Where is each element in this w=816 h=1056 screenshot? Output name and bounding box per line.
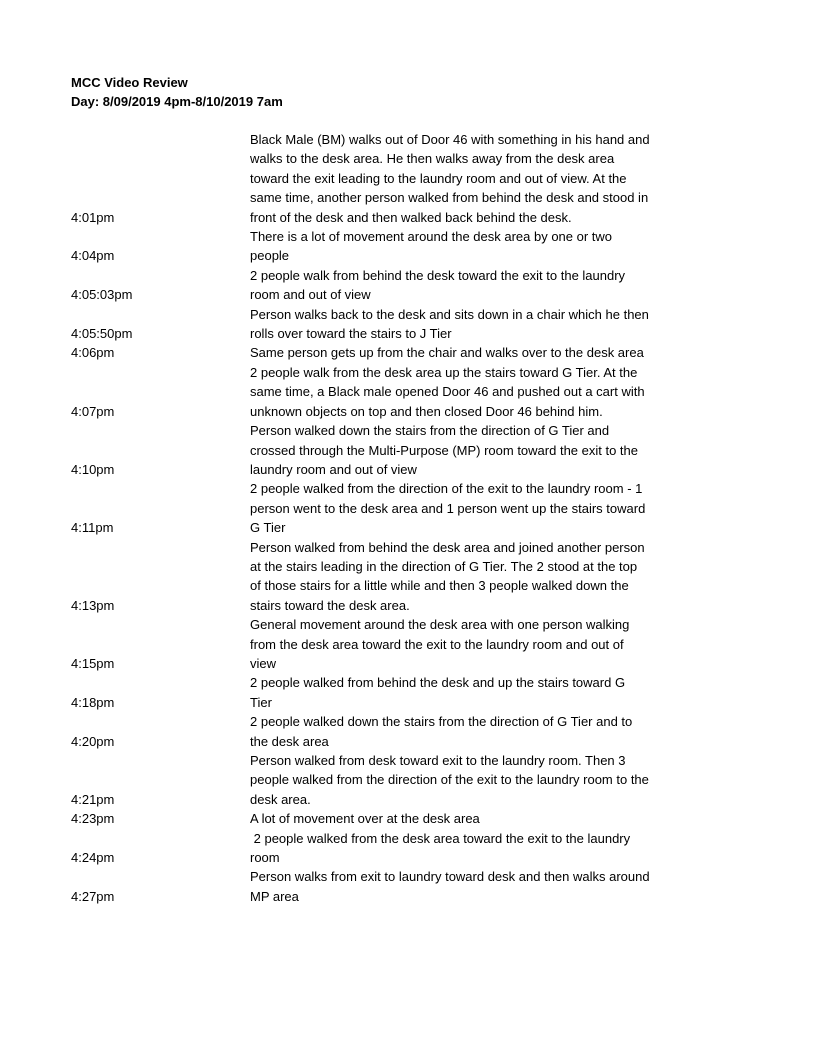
document-title: MCC Video Review	[71, 75, 188, 90]
entry-description: Person walks back to the desk and sits down in a chair which he then rolls over toward the stairs to J Tier	[250, 306, 653, 342]
entry-description: Same person gets up from the chair and walks over to the desk area	[250, 345, 644, 361]
entry-description: General movement around the desk area with one person walking from the desk area toward the exit to the laundry room and out of view	[250, 617, 634, 671]
log-entry	[71, 130, 654, 227]
entry-description: 2 people walk from behind the desk toward the exit to the laundry room and out of view	[250, 267, 629, 303]
log-entry	[71, 421, 651, 479]
entry-time: 4:20pm	[71, 733, 115, 749]
entry-time: 4:15pm	[71, 655, 115, 671]
log-entry	[71, 712, 651, 751]
entry-time: 4:11pm	[71, 520, 114, 536]
log-entry	[71, 363, 651, 421]
entry-description: Person walks from exit to laundry toward desk and then walks around MP area	[250, 869, 654, 904]
entry-description: Person walked down the stairs from the direction of G Tier and crossed through the Multi-Purpose (MP) room toward the exit to the laundry room and out of view	[250, 423, 642, 477]
entry-time: 4:10pm	[71, 461, 115, 477]
entry-description: 2 people walked from behind the desk and up the stairs toward G Tier	[250, 675, 629, 710]
entry-time: 4:07pm	[71, 403, 115, 419]
entry-description: 2 people walked down the stairs from the direction of G Tier and to the desk area	[250, 714, 636, 749]
entry-description: 2 people walk from the desk area up the stairs toward G Tier. At the same time, a Black male opened Door 46 and pushed out a cart with unknown objects on top and then closed Door 46 behind him.	[250, 364, 649, 419]
log-entry	[71, 867, 654, 906]
entry-description: Person walked from desk toward exit to the laundry room. Then 3 people walked from the direction of the exit to the laundry room to the desk area.	[250, 753, 653, 807]
entry-description: A lot of movement over at the desk area	[250, 811, 480, 827]
entry-description: Black Male (BM) walks out of Door 46 with something in his hand and walks to the desk area. He then walks away from the desk area toward the exit leading to the laundry room and out of view. At the same time, another person walked from behind the desk and stood in front of the desk and then walked back behind the desk.	[250, 132, 654, 225]
log-entry	[71, 538, 651, 616]
entry-time: 4:05:03pm	[71, 287, 133, 303]
log-entry	[71, 809, 651, 828]
entry-description: Person walked from behind the desk area and joined another person at the stairs leading in the direction of G Tier. The 2 stood at the top of those stairs for a little while and then 3 people walked down the stairs toward the desk area.	[250, 539, 649, 613]
entry-time: 4:04pm	[71, 248, 115, 264]
log-entry	[71, 266, 651, 305]
entry-time: 4:06pm	[71, 345, 115, 361]
document-header	[71, 73, 283, 112]
entry-time: 4:13pm	[71, 597, 115, 613]
log-entry	[71, 751, 651, 809]
entry-time: 4:27pm	[71, 888, 115, 904]
entry-time: 4:01pm	[71, 209, 115, 225]
entry-time: 4:24pm	[71, 850, 115, 866]
log-entry	[71, 305, 651, 344]
log-entry	[71, 829, 651, 868]
entry-time: 4:05:50pm	[71, 326, 133, 342]
entry-description: There is a lot of movement around the desk area by one or two people	[250, 229, 616, 264]
log-entry	[71, 673, 651, 712]
review-day-range: Day: 8/09/2019 4pm-8/10/2019 7am	[71, 94, 283, 110]
video-review-log	[71, 130, 654, 906]
log-entry	[71, 615, 651, 673]
log-entry	[71, 227, 651, 266]
entry-time: 4:23pm	[71, 811, 115, 827]
entry-time: 4:18pm	[71, 694, 115, 710]
entry-description: 2 people walked from the desk area toward the exit to the laundry room	[250, 830, 634, 866]
log-entry	[71, 343, 651, 362]
log-entry	[71, 479, 651, 537]
entry-description: 2 people walked from the direction of the exit to the laundry room - 1 person went to the desk area and 1 person went up the stairs toward G Tier	[250, 481, 649, 536]
entry-time: 4:21pm	[71, 791, 115, 807]
